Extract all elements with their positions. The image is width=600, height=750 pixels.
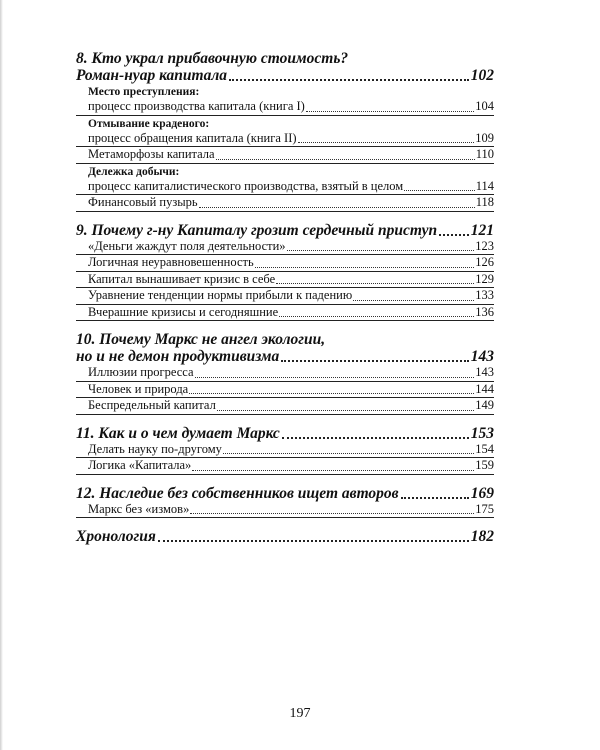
dot-leader	[282, 437, 469, 439]
entry-page: 123	[475, 238, 494, 253]
dot-leader	[276, 283, 474, 284]
chapter-heading[interactable]	[76, 222, 494, 239]
chapter-title: 11. Как и о чем думает Маркс	[76, 424, 280, 442]
entry-page: 149	[475, 398, 494, 412]
chapter-title: 9. Почему г-ну Капиталу грозит сердечный приступ	[76, 221, 438, 239]
table-of-contents	[76, 50, 494, 555]
dot-leader	[281, 360, 468, 362]
entry-page: 143	[475, 365, 494, 379]
toc-chapter-10	[76, 331, 494, 415]
dot-leader	[401, 497, 469, 499]
dot-leader	[353, 300, 474, 301]
toc-entry[interactable]	[76, 442, 494, 459]
chapter-heading[interactable]	[76, 331, 494, 365]
subsection-heading: Место преступления:	[88, 86, 200, 98]
entry-page: 133	[475, 288, 494, 302]
toc-entry[interactable]	[76, 305, 494, 322]
toc-chronology	[76, 528, 494, 545]
dot-leader	[229, 79, 469, 81]
toc-entry[interactable]	[76, 255, 494, 272]
dot-leader	[404, 190, 475, 191]
toc-entry[interactable]	[76, 502, 494, 519]
entry-page: 126	[475, 255, 494, 269]
dot-leader	[306, 111, 474, 112]
chapter-title-line1: 10. Почему Маркс не ангел экологии,	[76, 331, 326, 348]
entry-title: «Деньги жаждут поля деятельности»	[88, 238, 286, 253]
dot-leader	[217, 410, 474, 411]
toc-chapter-12	[76, 485, 494, 519]
dot-leader	[199, 207, 475, 208]
chapter-title-line1: 8. Кто украл прибавочную стоимость?	[76, 50, 349, 67]
toc-entry[interactable]	[76, 398, 494, 415]
toc-entry[interactable]	[76, 365, 494, 382]
toc-entry[interactable]	[76, 272, 494, 289]
toc-entry[interactable]	[76, 288, 494, 305]
dot-leader	[255, 267, 475, 268]
toc-entry[interactable]	[76, 239, 494, 256]
entry-title: Маркс без «измов»	[88, 501, 190, 516]
toc-entry[interactable]	[76, 195, 494, 212]
entry-page: 110	[475, 147, 494, 161]
toc-entry[interactable]	[76, 99, 494, 116]
chapter-title-line2: но и не демон продуктивизма	[76, 348, 280, 365]
entry-page: 104	[475, 99, 494, 113]
subsection-heading: Отмывание краденого:	[88, 117, 210, 130]
entry-title: Вчерашние кризисы и сегодняшние	[88, 304, 279, 319]
entry-page: 154	[475, 441, 494, 456]
chapter-title: Хронология	[76, 528, 156, 545]
entry-page: 129	[475, 271, 494, 286]
entry-title: процесс производства капитала (книга I)	[88, 99, 305, 113]
dot-leader	[190, 513, 474, 514]
dot-leader	[298, 142, 475, 143]
entry-title: Иллюзии прогресса	[88, 365, 194, 379]
entry-page: 159	[475, 458, 494, 472]
toc-chapter-8	[76, 50, 494, 212]
entry-title: Беспредельный капитал	[88, 398, 216, 412]
entry-title: Делать науку по-другому	[88, 441, 222, 456]
entry-title: Капитал вынашивает кризис в себе	[88, 271, 276, 286]
chapter-page: 102	[470, 67, 494, 84]
chapter-heading[interactable]	[76, 50, 494, 84]
entry-title: процесс обращения капитала (книга II)	[88, 130, 297, 145]
chapter-heading[interactable]	[76, 425, 494, 442]
entry-title: процесс капиталистического производства, взятый в целом	[88, 178, 404, 193]
entry-page: 114	[475, 178, 494, 193]
dot-leader	[439, 234, 469, 236]
entry-title: Уравнение тенденции нормы прибыли к падению	[88, 288, 353, 302]
chapter-heading[interactable]	[76, 528, 494, 545]
dot-leader	[158, 540, 469, 542]
entry-page: 109	[475, 130, 494, 145]
dot-leader	[189, 393, 474, 394]
entry-page: 144	[475, 381, 494, 396]
toc-chapter-11	[76, 425, 494, 475]
entry-page: 175	[475, 501, 494, 516]
dot-leader	[279, 316, 474, 317]
entry-page: 118	[475, 195, 494, 209]
dot-leader	[223, 453, 474, 454]
dot-leader	[216, 159, 475, 160]
page-edge-shadow	[0, 0, 3, 750]
toc-entry[interactable]	[76, 382, 494, 399]
toc-entry[interactable]	[76, 458, 494, 475]
chapter-page: 143	[470, 348, 494, 365]
chapter-page: 121	[470, 221, 494, 239]
toc-entry[interactable]	[76, 147, 494, 164]
chapter-title-line2: Роман-нуар капитала	[76, 67, 228, 84]
subsection-heading: Дележка добычи:	[88, 165, 180, 178]
chapter-page: 169	[470, 484, 494, 502]
chapter-title: 12. Наследие без собственников ищет авторов	[76, 484, 399, 502]
chapter-page: 182	[470, 528, 494, 545]
page-number: 197	[289, 706, 311, 721]
dot-leader	[287, 250, 475, 251]
toc-chapter-9	[76, 222, 494, 322]
toc-entry[interactable]	[76, 179, 494, 196]
dot-leader	[192, 470, 474, 471]
chapter-page: 153	[470, 424, 494, 442]
entry-title: Метаморфозы капитала	[88, 147, 215, 161]
toc-entry[interactable]	[76, 131, 494, 148]
dot-leader	[195, 377, 475, 378]
chapter-heading[interactable]	[76, 485, 494, 502]
entry-title: Человек и природа	[88, 381, 189, 396]
entry-title: Логика «Капитала»	[88, 458, 192, 472]
entry-title: Финансовый пузырь	[88, 195, 198, 209]
entry-page: 136	[475, 304, 494, 319]
entry-title: Логичная неуравновешенность	[88, 255, 254, 269]
